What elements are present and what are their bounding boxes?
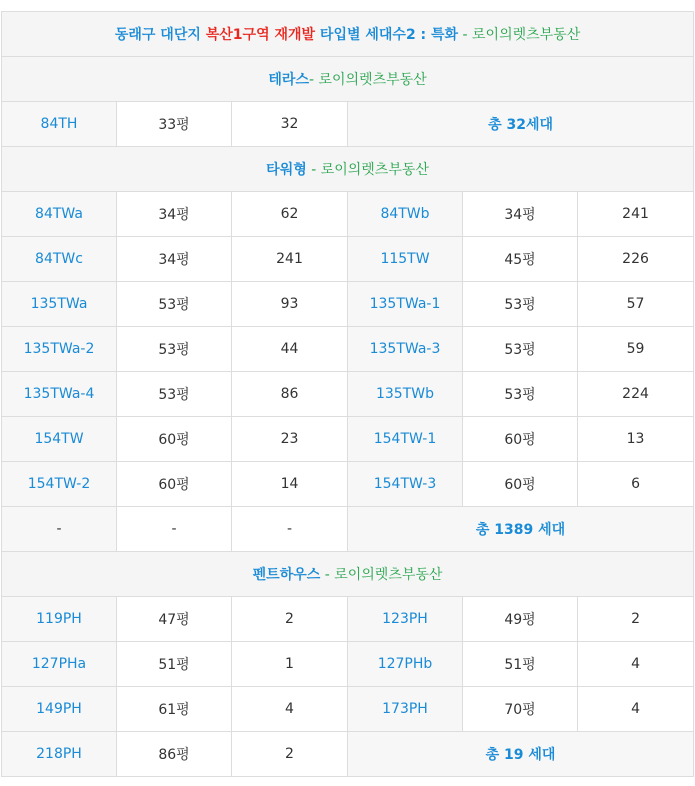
unit-type: 84TWb <box>348 192 463 237</box>
title-highlight: 복산1구역 재개발 <box>205 27 316 43</box>
unit-count: 4 <box>232 687 348 732</box>
unit-type: 135TWa-2 <box>2 327 117 372</box>
unit-size: 60평 <box>463 462 578 507</box>
table-row <box>2 642 694 687</box>
section-header-row <box>2 552 694 597</box>
unit-count: 14 <box>232 462 348 507</box>
table-row <box>2 597 694 642</box>
unit-type: 149PH <box>2 687 117 732</box>
section-sep: - <box>308 72 319 88</box>
table-row <box>2 462 694 507</box>
unit-size: 60평 <box>117 462 232 507</box>
unit-type: 84TH <box>2 102 117 147</box>
unit-size: 60평 <box>117 417 232 462</box>
unit-count: 4 <box>578 687 694 732</box>
table-row <box>2 372 694 417</box>
unit-count: 44 <box>232 327 348 372</box>
unit-size: 53평 <box>117 372 232 417</box>
section-title: 펜트하우스 <box>252 567 321 583</box>
unit-count: 4 <box>578 642 694 687</box>
section-total: 총 1389 세대 <box>348 507 694 552</box>
table-row <box>2 687 694 732</box>
unit-size: 61평 <box>117 687 232 732</box>
unit-count: 241 <box>232 237 348 282</box>
unit-size: 45평 <box>463 237 578 282</box>
unit-size: 51평 <box>463 642 578 687</box>
unit-type: 154TW <box>2 417 117 462</box>
unit-count: 2 <box>232 597 348 642</box>
unit-count: 13 <box>578 417 694 462</box>
dash-cell: - <box>232 507 348 552</box>
section-sep: - <box>306 162 321 178</box>
section-total: 총 32세대 <box>348 102 694 147</box>
unit-type: 135TWa <box>2 282 117 327</box>
unit-size: 53평 <box>463 327 578 372</box>
unit-count: 241 <box>578 192 694 237</box>
section-header-tower <box>2 147 694 192</box>
unit-count: 6 <box>578 462 694 507</box>
table-row <box>2 237 694 282</box>
unit-size: 53평 <box>463 372 578 417</box>
section-title: 테라스 <box>268 72 309 88</box>
section-brand: 로이의렛츠부동산 <box>320 162 429 178</box>
unit-count: 86 <box>232 372 348 417</box>
unit-count: 32 <box>232 102 348 147</box>
title-brand: 로이의렛츠부동산 <box>472 27 581 43</box>
unit-type: 135TWb <box>348 372 463 417</box>
unit-count: 2 <box>232 732 348 777</box>
section-header-row <box>2 147 694 192</box>
unit-size: 86평 <box>117 732 232 777</box>
section-header-terrace <box>2 57 694 102</box>
section-title: 타워형 <box>266 162 307 178</box>
unit-count: 59 <box>578 327 694 372</box>
unit-size: 34평 <box>117 192 232 237</box>
unit-type: 135TWa-3 <box>348 327 463 372</box>
table-row <box>2 102 694 147</box>
unit-size: 34평 <box>463 192 578 237</box>
unit-type: 115TW <box>348 237 463 282</box>
title-part1: 동래구 대단지 <box>114 27 206 43</box>
section-total: 총 19 세대 <box>348 732 694 777</box>
unit-type: 135TWa-1 <box>348 282 463 327</box>
unit-type: 84TWc <box>2 237 117 282</box>
unit-size: 34평 <box>117 237 232 282</box>
table-row <box>2 282 694 327</box>
unit-count: 2 <box>578 597 694 642</box>
unit-type: 119PH <box>2 597 117 642</box>
section-brand: 로이의렛츠부동산 <box>318 72 427 88</box>
unit-type: 127PHa <box>2 642 117 687</box>
section-header-row <box>2 57 694 102</box>
dash-cell: - <box>117 507 232 552</box>
section-brand: 로이의렛츠부동산 <box>334 567 443 583</box>
unit-type: 135TWa-4 <box>2 372 117 417</box>
unit-size: 51평 <box>117 642 232 687</box>
unit-type: 123PH <box>348 597 463 642</box>
unit-size: 60평 <box>463 417 578 462</box>
unit-type: 173PH <box>348 687 463 732</box>
unit-count: 226 <box>578 237 694 282</box>
unit-type: 154TW-2 <box>2 462 117 507</box>
unit-count: 57 <box>578 282 694 327</box>
table-row <box>2 507 694 552</box>
unit-type: 127PHb <box>348 642 463 687</box>
unit-size: 47평 <box>117 597 232 642</box>
unit-count: 62 <box>232 192 348 237</box>
unit-size: 53평 <box>117 327 232 372</box>
unit-size: 33평 <box>117 102 232 147</box>
unit-size: 70평 <box>463 687 578 732</box>
table-row <box>2 417 694 462</box>
section-sep: - <box>320 567 335 583</box>
unit-type: 84TWa <box>2 192 117 237</box>
unit-size: 53평 <box>463 282 578 327</box>
section-header-penthouse <box>2 552 694 597</box>
unit-type-table <box>1 11 694 777</box>
title-row <box>2 12 694 57</box>
table-row <box>2 732 694 777</box>
table-title <box>2 12 694 57</box>
unit-type: 154TW-3 <box>348 462 463 507</box>
unit-size: 53평 <box>117 282 232 327</box>
dash-cell: - <box>2 507 117 552</box>
title-part2: 타입별 세대수2 : 특화 <box>315 27 459 43</box>
unit-count: 1 <box>232 642 348 687</box>
unit-type: 154TW-1 <box>348 417 463 462</box>
unit-count: 23 <box>232 417 348 462</box>
unit-count: 224 <box>578 372 694 417</box>
unit-type: 218PH <box>2 732 117 777</box>
title-sep: - <box>458 27 473 43</box>
unit-size: 49평 <box>463 597 578 642</box>
unit-count: 93 <box>232 282 348 327</box>
table-row <box>2 192 694 237</box>
table-row <box>2 327 694 372</box>
